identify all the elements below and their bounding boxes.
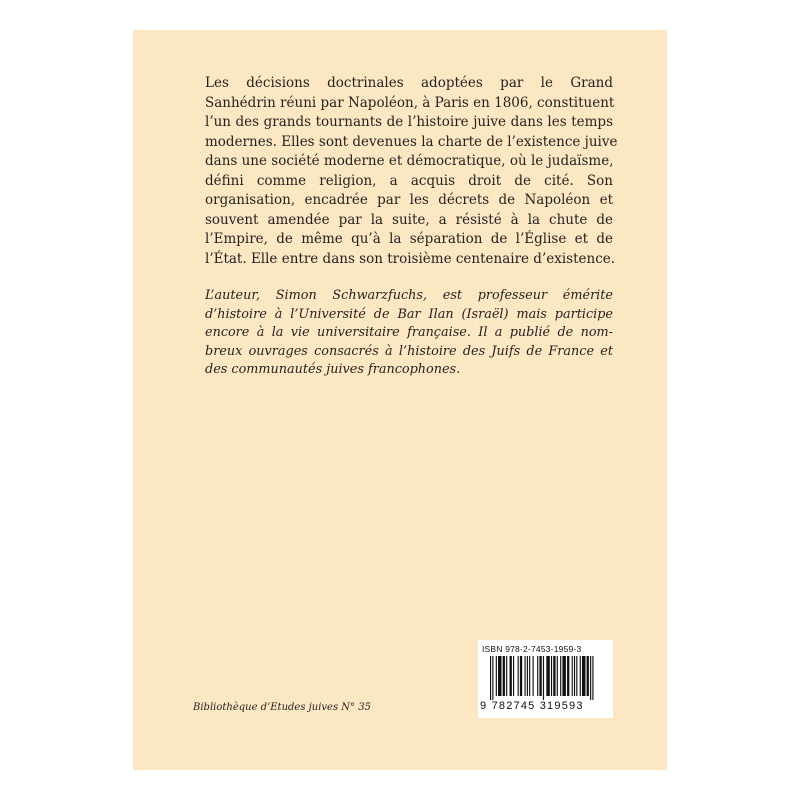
barcode-bar bbox=[518, 656, 519, 696]
barcode-bar bbox=[551, 656, 552, 696]
barcode-bar bbox=[496, 656, 497, 696]
barcode-bar bbox=[498, 656, 501, 696]
barcode-bar bbox=[574, 656, 575, 696]
barcode-bar bbox=[590, 656, 591, 700]
summary-line: défini comme religion, a acquis droit de cité. Son bbox=[205, 172, 613, 189]
barcode-bar bbox=[529, 656, 530, 696]
barcode-bar bbox=[576, 656, 577, 696]
barcode-bar bbox=[543, 656, 544, 700]
barcode-bar bbox=[539, 656, 541, 696]
barcode-bar bbox=[510, 656, 512, 696]
book-back-cover bbox=[133, 30, 667, 770]
author-line: des communautés juives francophones. bbox=[205, 362, 461, 377]
barcode-bar bbox=[492, 656, 493, 700]
summary-line: l’Empire, de même qu’à la séparation de l’Église et de bbox=[205, 231, 613, 247]
author-line: breux ouvrages consacrés à l’histoire des Juifs de France et bbox=[205, 343, 613, 359]
barcode-bar bbox=[520, 656, 522, 696]
barcode-bar bbox=[513, 656, 514, 696]
isbn-barcode bbox=[478, 640, 613, 718]
summary-line: l’un des grands tournants de l’histoire juive dans les temps bbox=[205, 114, 613, 130]
barcode-bar bbox=[527, 656, 528, 696]
series-label: Bibliothèque d’Etudes juives N° 35 bbox=[193, 702, 371, 713]
barcode-bar bbox=[580, 656, 581, 696]
barcode-bar bbox=[560, 656, 561, 696]
summary-line: dans une société moderne et démocratique, où le judaïsme, bbox=[205, 153, 614, 169]
barcode-bar bbox=[587, 656, 589, 696]
barcode-bar bbox=[537, 656, 538, 696]
barcode-bar bbox=[572, 656, 573, 696]
author-line: encore à la vie universitaire française. Il a publié de nom- bbox=[205, 325, 613, 340]
summary-line: souvent amendée par la suite, a résisté à la chute de bbox=[205, 211, 613, 228]
barcode-bar bbox=[546, 656, 549, 696]
barcode-bar bbox=[525, 656, 526, 696]
ean-digits: 9 782745 319593 bbox=[480, 700, 584, 712]
barcode-bar bbox=[506, 656, 507, 696]
barcode-bar bbox=[557, 656, 558, 696]
barcode-bar bbox=[503, 656, 505, 696]
summary-line: Sanhédrin réuni par Napoléon, à Paris en 1806, constituent bbox=[205, 94, 615, 111]
barcode-bar bbox=[567, 656, 569, 696]
barcode-bar bbox=[592, 656, 593, 700]
barcode-bar bbox=[582, 656, 585, 696]
barcode-bar bbox=[562, 656, 565, 696]
author-line: L’auteur, Simon Schwarzfuchs, est professeur émérite bbox=[205, 288, 613, 303]
book-summary bbox=[205, 74, 618, 269]
author-line: d’histoire à l’Université de Bar Ilan (Israël) mais participe bbox=[205, 306, 613, 322]
summary-line: l’État. Elle entre dans son troisième centenaire d’existence. bbox=[205, 250, 616, 267]
summary-line: modernes. Elles sont devenues la charte de l’existence juive bbox=[205, 133, 618, 150]
barcode-bars bbox=[480, 656, 611, 700]
barcode-bar bbox=[553, 656, 555, 696]
summary-line: organisation, encadrée par les décrets de Napoléon et bbox=[205, 192, 613, 208]
isbn-number: ISBN 978-2-7453-1959-3 bbox=[482, 644, 582, 654]
barcode-bar bbox=[533, 656, 534, 696]
summary-line: Les décisions doctrinales adoptées par le Grand bbox=[205, 75, 613, 91]
author-bio bbox=[205, 287, 613, 380]
barcode-bar bbox=[490, 656, 491, 700]
